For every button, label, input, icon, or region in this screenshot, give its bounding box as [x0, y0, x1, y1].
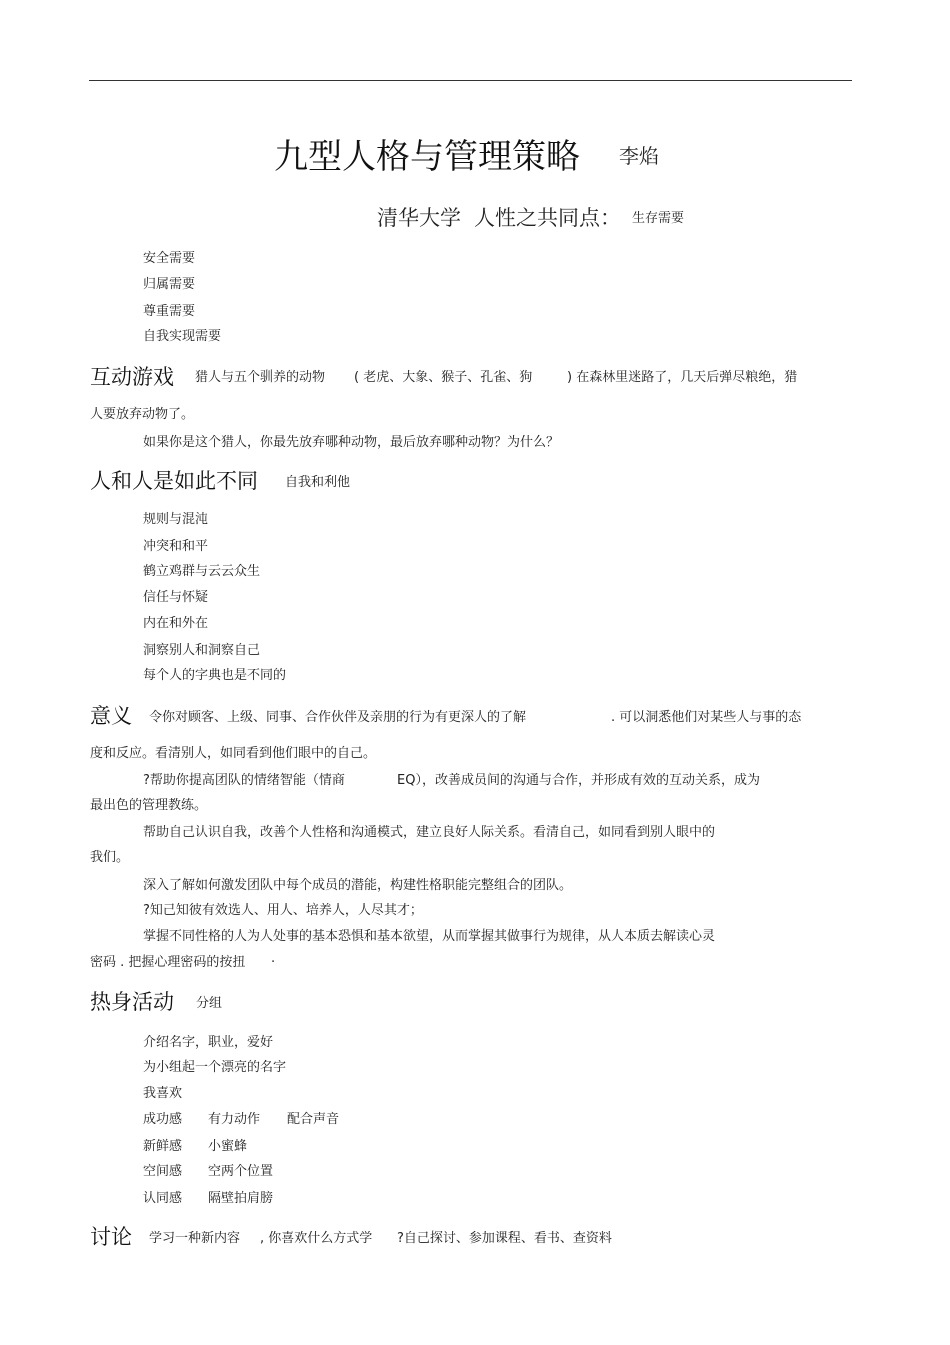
difference-item: 洞察别人和洞察自己	[143, 643, 261, 658]
warmup-subheading: 分组	[196, 996, 223, 1011]
meaning-text: 密码 . 把握心理密码的按扭	[90, 955, 246, 970]
difference-item: 信任与怀疑	[143, 590, 209, 605]
feeling-sound: 配合声音	[287, 1112, 340, 1127]
game-text: ) 在森林里迷路了，几天后弹尽粮绝，猎	[567, 370, 798, 385]
meaning-text: 令你对顾客、上级、同事、合作伙伴及亲朋的行为有更深人的了解	[149, 710, 527, 725]
game-text: ( 老虎、大象、猴子、孔雀、狗	[354, 370, 533, 385]
feeling-label: 认同感	[143, 1191, 183, 1206]
feeling-action: 有力动作	[208, 1112, 261, 1127]
header-rule	[89, 80, 852, 81]
meaning-text: . 可以洞悉他们对某些人与事的态	[611, 710, 802, 725]
game-text: 猎人与五个驯养的动物	[195, 370, 326, 385]
difference-item: 每个人的字典也是不同的	[143, 668, 287, 683]
feeling-label: 成功感	[143, 1112, 183, 1127]
feeling-action: 小蜜蜂	[208, 1139, 248, 1154]
difference-item: 冲突和和平	[143, 539, 209, 554]
section-heading-warmup: 热身活动	[90, 990, 174, 1014]
warmup-item: 为小组起一个漂亮的名字	[143, 1060, 287, 1075]
need-survival: 生存需要	[632, 211, 685, 226]
meaning-text: 最出色的管理教练。	[90, 798, 208, 813]
meaning-text: .	[271, 951, 276, 966]
difference-subheading: 自我和利他	[285, 475, 351, 490]
meaning-text: ?知己知彼有效选人、用人、培养人，人尽其才；	[143, 903, 423, 918]
subtitle-university: 清华大学	[377, 206, 461, 230]
warmup-item: 介绍名字，职业，爱好	[143, 1035, 274, 1050]
need-item: 自我实现需要	[143, 329, 222, 344]
need-item: 尊重需要	[143, 304, 196, 319]
feeling-label: 空间感	[143, 1164, 183, 1179]
meaning-text: 度和反应。看清别人，如同看到他们眼中的自己。	[90, 746, 377, 761]
discussion-text: , 你喜欢什么方式学	[260, 1231, 373, 1246]
difference-item: 规则与混沌	[143, 512, 209, 527]
meaning-text: 深入了解如何激发团队中每个成员的潜能，构建性格职能完整组合的团队。	[143, 878, 573, 893]
feeling-label: 新鲜感	[143, 1139, 183, 1154]
feeling-action: 空两个位置	[208, 1164, 274, 1179]
meaning-text: ?帮助你提高团队的情绪智能（情商	[143, 773, 345, 788]
discussion-text: 学习一种新内容	[149, 1231, 241, 1246]
section-heading-meaning: 意义	[90, 704, 132, 728]
subtitle-common-point: 人性之共同点：	[474, 206, 621, 230]
meaning-text: 我们。	[90, 850, 130, 865]
game-text: 人要放弃动物了。	[90, 407, 195, 422]
need-item: 归属需要	[143, 277, 196, 292]
section-heading-game: 互动游戏	[90, 365, 174, 389]
section-heading-difference: 人和人是如此不同	[90, 469, 258, 493]
need-item: 安全需要	[143, 251, 196, 266]
game-question: 如果你是这个猎人，你最先放弃哪种动物，最后放弃哪种动物？为什么？	[143, 435, 560, 450]
section-heading-discussion: 讨论	[90, 1225, 132, 1249]
meaning-text: 帮助自己认识自我，改善个人性格和沟通模式，建立良好人际关系。看清自己，如同看到别人眼中的	[143, 825, 716, 840]
author-name: 李焰	[619, 144, 659, 168]
feeling-action: 隔壁拍肩膀	[208, 1191, 274, 1206]
difference-item: 内在和外在	[143, 616, 209, 631]
discussion-text: ?自己探讨、参加课程、看书、查资料	[397, 1231, 612, 1246]
difference-item: 鹤立鸡群与云云众生	[143, 564, 261, 579]
page-title: 九型人格与管理策略	[274, 137, 580, 177]
meaning-text: EQ），改善成员间的沟通与合作，并形成有效的互动关系，成为	[397, 773, 760, 788]
warmup-item: 我喜欢	[143, 1086, 183, 1101]
meaning-text: 掌握不同性格的人为人处事的基本恐惧和基本欲望，从而掌握其做事行为规律，从人本质去解读心灵	[143, 929, 716, 944]
